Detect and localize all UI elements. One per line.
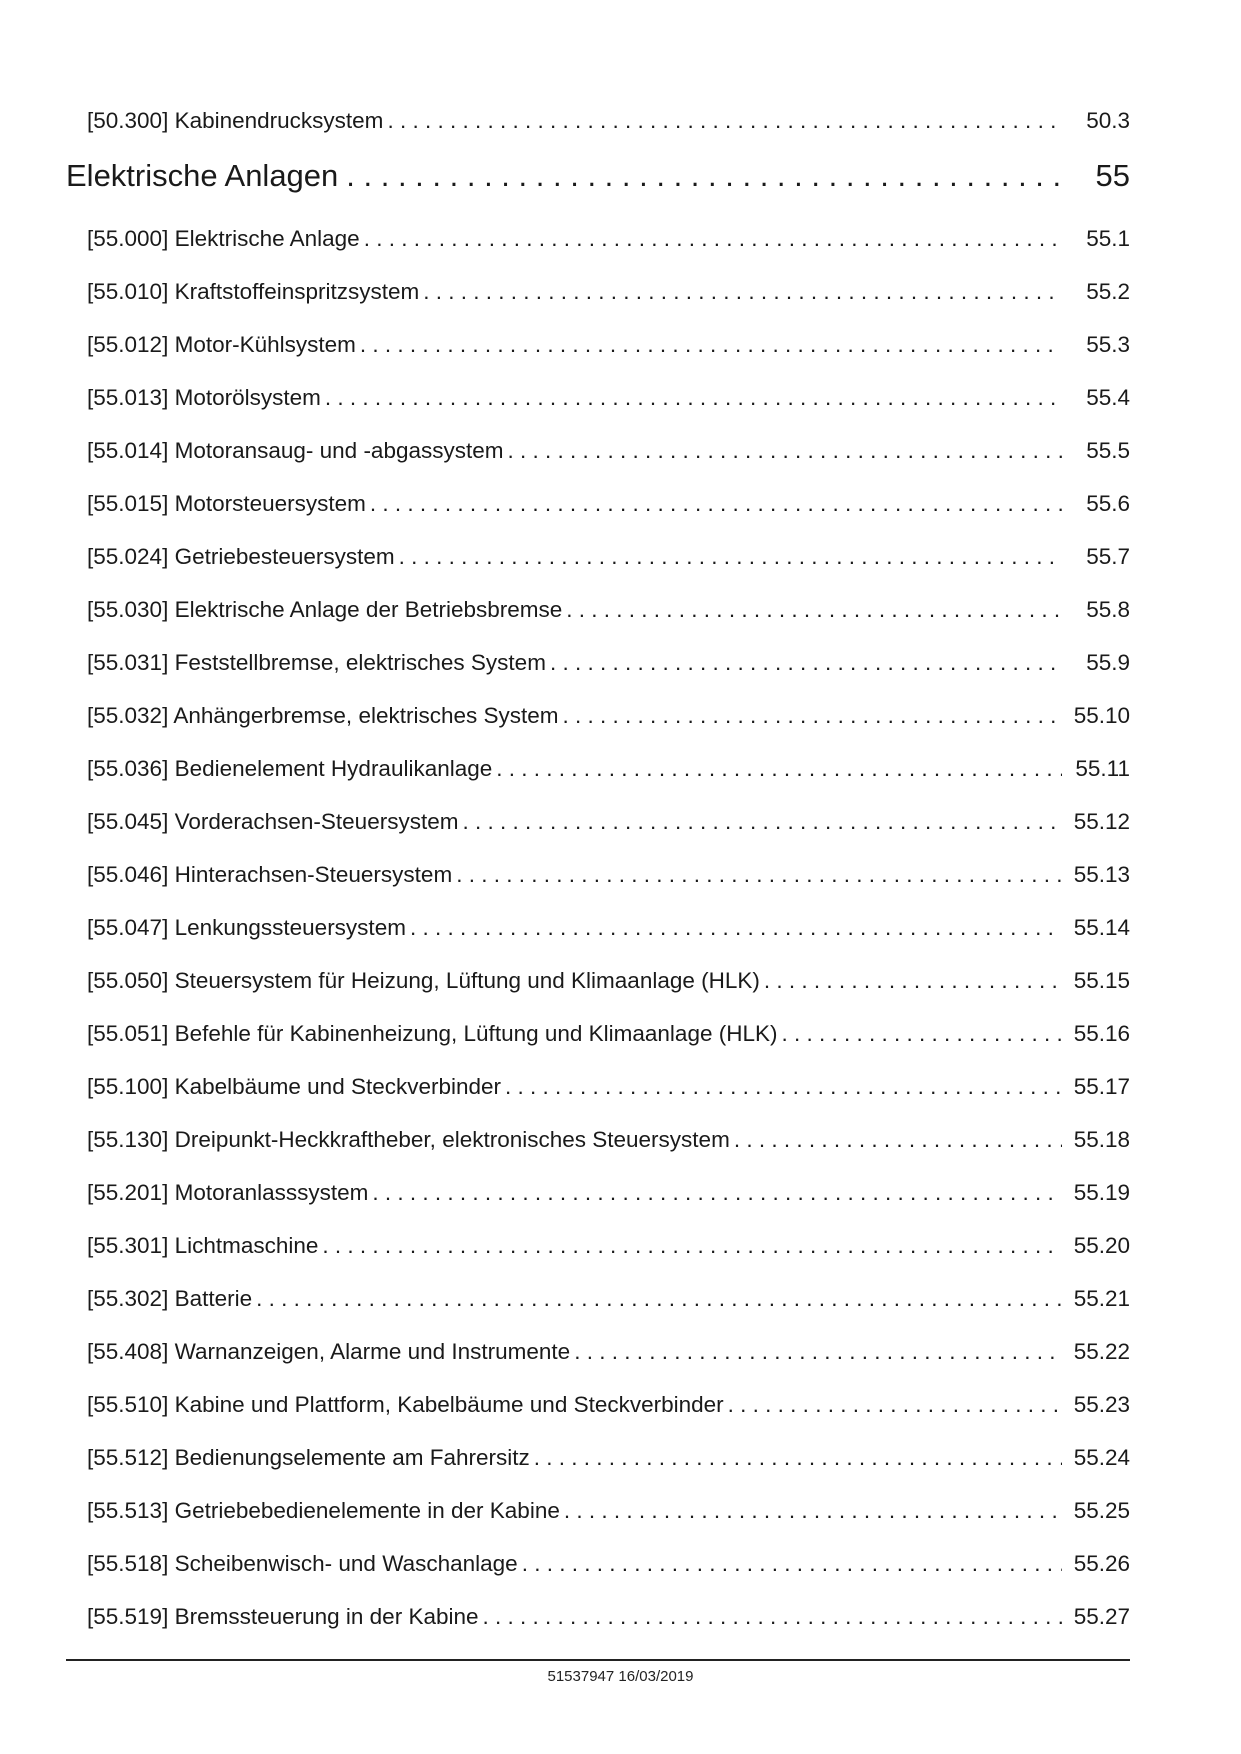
- toc-entry: [87, 1445, 1130, 1471]
- dot-leader: [563, 703, 1062, 729]
- dot-leader: [322, 1233, 1062, 1259]
- toc-entry-page: 55.25: [1073, 1498, 1130, 1523]
- dot-leader: [522, 1551, 1062, 1577]
- dot-leader: [325, 385, 1062, 411]
- toc-entry-title: [55.130] Dreipunkt-Heckkraftheber, elektronisches Steuersystem: [87, 1127, 730, 1152]
- toc-entry-page: 55.8: [1086, 597, 1130, 622]
- toc-entry-page: 55.27: [1073, 1604, 1130, 1629]
- toc-entry-title: [55.510] Kabine und Plattform, Kabelbäume und Steckverbinder: [87, 1392, 724, 1417]
- toc-entry: [87, 385, 1130, 411]
- toc-entry-title: [55.030] Elektrische Anlage der Betriebsbremse: [87, 597, 563, 622]
- toc-entry-title: [55.047] Lenkungssteuersystem: [87, 915, 406, 940]
- toc-entry-page: 55.21: [1073, 1286, 1130, 1311]
- toc-entry-page: 55.24: [1073, 1445, 1130, 1470]
- toc-entry-title: [55.050] Steuersystem für Heizung, Lüftung und Klimaanlage (HLK): [87, 968, 760, 993]
- toc-entry-title: [55.512] Bedienungselemente am Fahrersitz: [87, 1445, 530, 1470]
- dot-leader: [734, 1127, 1062, 1153]
- toc-entry-title: [55.408] Warnanzeigen, Alarme und Instrumente: [87, 1339, 571, 1364]
- dot-leader: [410, 915, 1062, 941]
- toc-entry: [87, 756, 1130, 782]
- toc-entry: [87, 544, 1130, 570]
- toc-entry: [87, 1233, 1130, 1259]
- toc-entry: [87, 809, 1130, 835]
- toc-entry-title: [55.301] Lichtmaschine: [87, 1233, 319, 1258]
- dot-leader: [566, 597, 1062, 623]
- toc-entry-title: [55.201] Motoranlasssystem: [87, 1180, 369, 1205]
- toc-entry: [87, 226, 1130, 252]
- dot-leader: [496, 756, 1062, 782]
- toc-entry-title: [55.000] Elektrische Anlage: [87, 226, 360, 251]
- toc-entry-page: 55.15: [1073, 968, 1130, 993]
- dot-leader: [505, 1074, 1062, 1100]
- dot-leader: [574, 1339, 1062, 1365]
- toc-entry-page: 55.16: [1073, 1021, 1130, 1046]
- toc-entry-page: 55.20: [1073, 1233, 1130, 1258]
- toc-entry-title: [55.046] Hinterachsen-Steuersystem: [87, 862, 453, 887]
- toc-entry-title: [50.300] Kabinendrucksystem: [87, 108, 384, 133]
- toc-entry-title: [55.036] Bedienelement Hydraulikanlage: [87, 756, 493, 781]
- toc-entry-title: [55.100] Kabelbäume und Steckverbinder: [87, 1074, 502, 1099]
- dot-leader: [564, 1498, 1062, 1524]
- dot-leader: [781, 1021, 1062, 1047]
- toc-entry: [87, 597, 1130, 623]
- dot-leader: [364, 226, 1062, 252]
- toc-entry: [87, 279, 1130, 305]
- section-page: 55: [1095, 158, 1130, 193]
- toc-entry: [87, 703, 1130, 729]
- toc-entry-page: 55.22: [1073, 1339, 1130, 1364]
- toc-entry-title: [55.015] Motorsteuersystem: [87, 491, 366, 516]
- toc-entry-page: 55.3: [1086, 332, 1130, 357]
- footer-divider: [66, 1659, 1130, 1661]
- toc-entry-page: 55.17: [1073, 1074, 1130, 1099]
- toc-section-heading: [66, 158, 1130, 194]
- dot-leader: [462, 809, 1062, 835]
- toc-entry-title: [55.513] Getriebebedienelemente in der Kabine: [87, 1498, 560, 1523]
- toc-entry: [87, 1074, 1130, 1100]
- toc-entry-page: 55.18: [1073, 1127, 1130, 1152]
- toc-entry-page: 55.7: [1086, 544, 1130, 569]
- dot-leader: [550, 650, 1062, 676]
- dot-leader: [456, 862, 1062, 888]
- toc-entry: [87, 1551, 1130, 1577]
- dot-leader: [346, 158, 1070, 194]
- toc-entry-title: [55.032] Anhängerbremse, elektrisches System: [87, 703, 559, 728]
- toc-entry-title: [55.518] Scheibenwisch- und Waschanlage: [87, 1551, 518, 1576]
- toc-entry: [87, 1021, 1130, 1047]
- toc-entry-page: 55.14: [1073, 915, 1130, 940]
- toc-entry-title: [55.014] Motoransaug- und -abgassystem: [87, 438, 504, 463]
- dot-leader: [370, 491, 1062, 517]
- toc-entry-title: [55.010] Kraftstoffeinspritzsystem: [87, 279, 420, 304]
- toc-entry-page: 55.19: [1073, 1180, 1130, 1205]
- toc-entry-title: [55.519] Bremssteuerung in der Kabine: [87, 1604, 479, 1629]
- toc-entry: [87, 1498, 1130, 1524]
- toc-entry: [87, 650, 1130, 676]
- toc-entry-title: [55.031] Feststellbremse, elektrisches System: [87, 650, 546, 675]
- toc-entry-page: 55.5: [1086, 438, 1130, 463]
- toc-entry-page: 50.3: [1086, 108, 1130, 133]
- dot-leader: [534, 1445, 1062, 1471]
- toc-entry-page: 55.10: [1073, 703, 1130, 728]
- toc-entry: [87, 1392, 1130, 1418]
- toc-entry-title: [55.013] Motorölsystem: [87, 385, 321, 410]
- toc-entry-page: 55.26: [1073, 1551, 1130, 1576]
- toc-entry: [87, 915, 1130, 941]
- dot-leader: [387, 108, 1062, 134]
- toc-entry: [87, 1604, 1130, 1630]
- toc-entry: [87, 1286, 1130, 1312]
- toc-entry-page: 55.4: [1086, 385, 1130, 410]
- dot-leader: [360, 332, 1062, 358]
- toc-entry: [87, 438, 1130, 464]
- footer-document-id: 51537947 16/03/2019: [547, 1668, 694, 1685]
- dot-leader: [508, 438, 1063, 464]
- dot-leader: [483, 1604, 1063, 1630]
- toc-entry-page: 55.11: [1075, 756, 1130, 781]
- toc-entry: [87, 1127, 1130, 1153]
- toc-entry: [87, 491, 1130, 517]
- dot-leader: [764, 968, 1062, 994]
- toc-entry: [87, 1339, 1130, 1365]
- toc-entry: [87, 968, 1130, 994]
- toc-entry-page: 55.1: [1086, 226, 1130, 251]
- toc-entry-page: 55.9: [1086, 650, 1130, 675]
- toc-entry-title: [55.302] Batterie: [87, 1286, 253, 1311]
- toc-entry-title: [55.045] Vorderachsen-Steuersystem: [87, 809, 459, 834]
- toc-entry-title: [55.051] Befehle für Kabinenheizung, Lüftung und Klimaanlage (HLK): [87, 1021, 778, 1046]
- toc-entry-50-300: [87, 108, 1130, 134]
- dot-leader: [423, 279, 1062, 305]
- toc-entry-page: 55.6: [1086, 491, 1130, 516]
- dot-leader: [728, 1392, 1062, 1418]
- toc-entry-page: 55.12: [1073, 809, 1130, 834]
- section-title: Elektrische Anlagen: [66, 158, 339, 193]
- dot-leader: [372, 1180, 1062, 1206]
- toc-entry-title: [55.012] Motor-Kühlsystem: [87, 332, 356, 357]
- toc-entry-title: [55.024] Getriebesteuersystem: [87, 544, 395, 569]
- dot-leader: [256, 1286, 1062, 1312]
- toc-entry-page: 55.13: [1073, 862, 1130, 887]
- dot-leader: [399, 544, 1062, 570]
- toc-entry: [87, 1180, 1130, 1206]
- toc-entry: [87, 332, 1130, 358]
- toc-entry-page: 55.23: [1073, 1392, 1130, 1417]
- toc-entry-page: 55.2: [1086, 279, 1130, 304]
- toc-entry: [87, 862, 1130, 888]
